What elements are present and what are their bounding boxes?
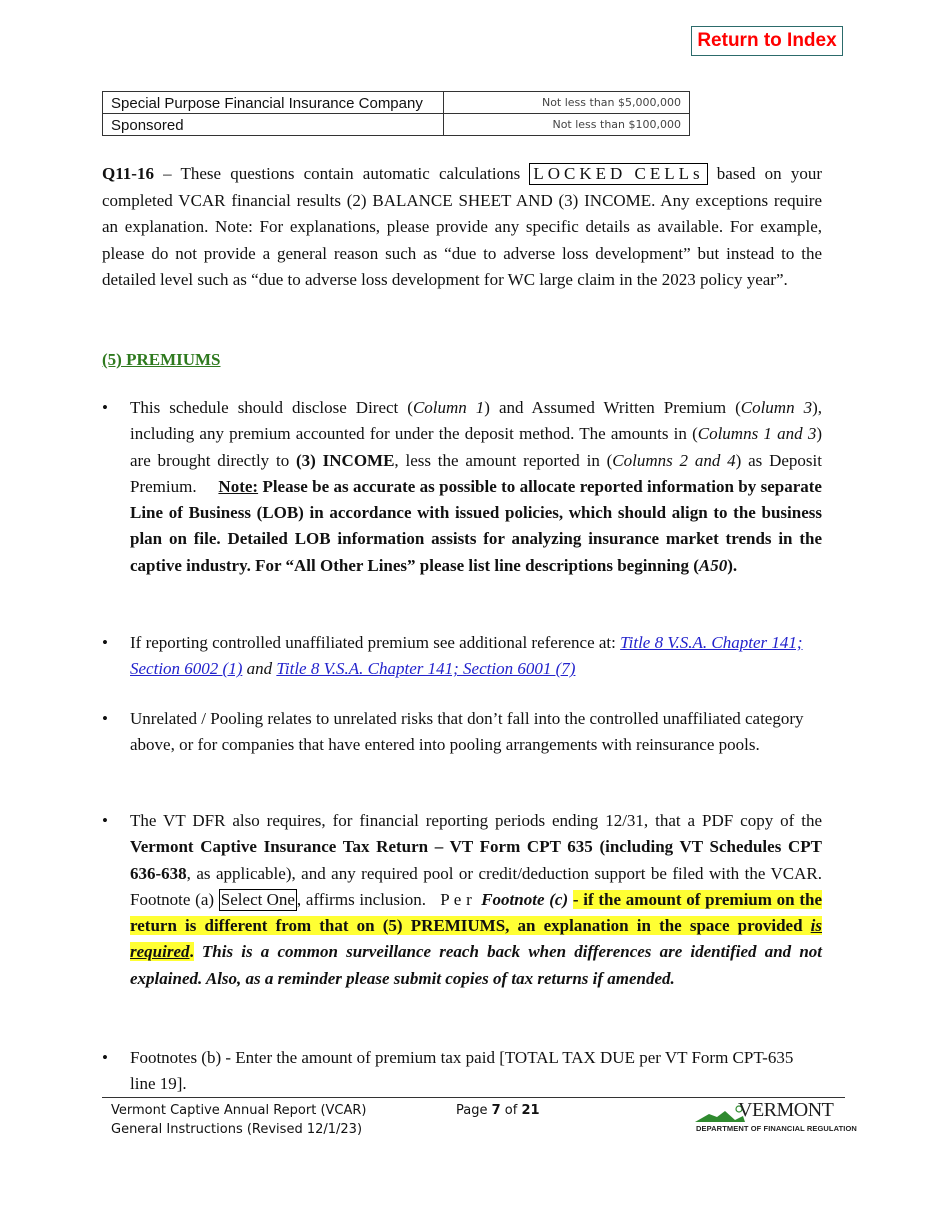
column-ref: Columns 1 and 3 xyxy=(697,424,817,444)
premiums-bullet-list xyxy=(102,1045,822,1098)
premiums-heading: (5) PREMIUMS xyxy=(102,350,221,369)
q11-text: – These questions contain automatic calculations xyxy=(153,164,530,183)
page-current: 7 xyxy=(491,1103,501,1118)
company-type-cell: Special Purpose Financial Insurance Company xyxy=(103,92,444,114)
table-row xyxy=(103,114,690,136)
footer-divider xyxy=(102,1097,845,1098)
premiums-bullet-list xyxy=(102,395,827,579)
footnote-c-ref: Footnote (c) xyxy=(481,889,569,909)
list-item: • Footnotes (b) - Enter the amount of premium tax paid [TOTAL TAX DUE per VT Form CPT-635 line 19]. xyxy=(102,1045,822,1098)
premiums-bullet-list xyxy=(102,630,822,683)
page-label: Page xyxy=(456,1103,492,1118)
text: If reporting controlled unaffiliated premium see additional reference at: xyxy=(130,633,621,652)
text: . xyxy=(189,942,194,962)
text: ) as Deposit Premium. xyxy=(130,450,827,496)
select-one-box: Select One xyxy=(220,889,295,909)
text: and xyxy=(242,659,277,679)
text: ), including any premium accounted for under the deposit method. The amounts in ( xyxy=(130,398,822,444)
title8-section6002-link[interactable]: Title 8 V.S.A. Chapter 141; Section 6002 (1) xyxy=(130,633,803,679)
capital-amount-cell: Not less than $100,000 xyxy=(444,114,690,136)
a50-ref: A50 xyxy=(698,555,728,575)
text: , as applicable), and any required pool or credit/deduction support be filed with the VCAR. Footnote (a) xyxy=(130,863,822,909)
title8-section6001-link[interactable]: Title 8 V.S.A. Chapter 141; Section 6001 (7) xyxy=(276,659,576,679)
footer-line1: Vermont Captive Annual Report (VCAR) xyxy=(111,1103,367,1118)
column-ref: Columns 2 and 4 xyxy=(612,450,736,470)
text: ) and Assumed Written Premium ( xyxy=(484,398,741,417)
list-item xyxy=(102,395,827,579)
locked-cells-box: LOCKED CELLs xyxy=(529,163,707,185)
note-label: Note: xyxy=(218,476,259,496)
is-required-text: is required xyxy=(130,916,822,962)
column-ref: Column 1 xyxy=(412,398,485,417)
list-item xyxy=(102,630,822,683)
page-number xyxy=(456,1101,540,1120)
footer-title xyxy=(111,1101,367,1139)
bold-text: Vermont Captive Insurance Tax Return – VT Form CPT 635 (including VT Schedules CPT 636-638 xyxy=(130,837,822,883)
capital-amount-cell: Not less than $5,000,000 xyxy=(444,92,690,114)
footer-line2: General Instructions (Revised 12/1/23) xyxy=(111,1122,363,1137)
table-row xyxy=(103,92,690,114)
text: ). xyxy=(727,555,738,575)
return-to-index-button[interactable]: Return to Index xyxy=(691,26,843,56)
page-of: of xyxy=(500,1103,522,1118)
text: ) are brought directly to xyxy=(130,424,822,470)
income-ref: (3) INCOME xyxy=(296,450,395,470)
column-ref: Column 3 xyxy=(740,398,813,417)
text: This schedule should disclose Direct ( xyxy=(130,398,413,417)
bold-italic-text: This is a common surveillance reach back when differences are identified and not explained. Also, as a reminder please submit copies of tax returns if amended. xyxy=(130,942,822,988)
bold-text: Please be as accurate as possible to allocate reported information by separate Line of Business (LOB) in accordance with issued policies, which should align to the business plan on file. Detailed LOB information assists for analyzing insurance market trends in the captive industry. For “All Other Lines” please list line descriptions beginning ( xyxy=(130,476,822,575)
text: The VT DFR also requires, for financial reporting periods ending 12/31, that a PDF copy of the xyxy=(130,811,822,830)
q11-16-paragraph xyxy=(102,161,822,294)
list-item xyxy=(102,808,822,992)
page-total: 21 xyxy=(521,1103,540,1118)
dfr-logo-subtitle: DEPARTMENT OF FINANCIAL REGULATION xyxy=(696,1124,857,1133)
company-type-cell: Sponsored xyxy=(103,114,444,136)
list-item: • Unrelated / Pooling relates to unrelated risks that don’t fall into the controlled unaffiliated category above, or for companies that have entered into pooling arrangements with reinsurance pools. xyxy=(102,706,822,759)
premiums-bullet-list xyxy=(102,706,822,759)
vermont-logo-text: VERMONT xyxy=(738,1099,834,1121)
premiums-bullet-list xyxy=(102,808,822,992)
capital-requirements-table xyxy=(102,91,690,136)
text: , less the amount reported in ( xyxy=(394,450,613,470)
highlighted-text: - if the amount of premium on the return is different from that on (5) PREMIUMS, an explanation in the space provided xyxy=(130,889,823,936)
text: , affirms inclusion. P e r xyxy=(296,889,482,909)
q11-label: Q11-16 xyxy=(102,164,154,183)
q11-text-continued: based on your completed VCAR financial results (2) BALANCE SHEET AND (3) INCOME. Any exceptions require an explanation. Note: For explanations, please provide any specific details as available. For example, please do not provide a general reason such as “due to adverse loss development” but instead to the detailed level such as “due to adverse loss development for WC large claim in the 2023 policy year”. xyxy=(102,164,822,290)
